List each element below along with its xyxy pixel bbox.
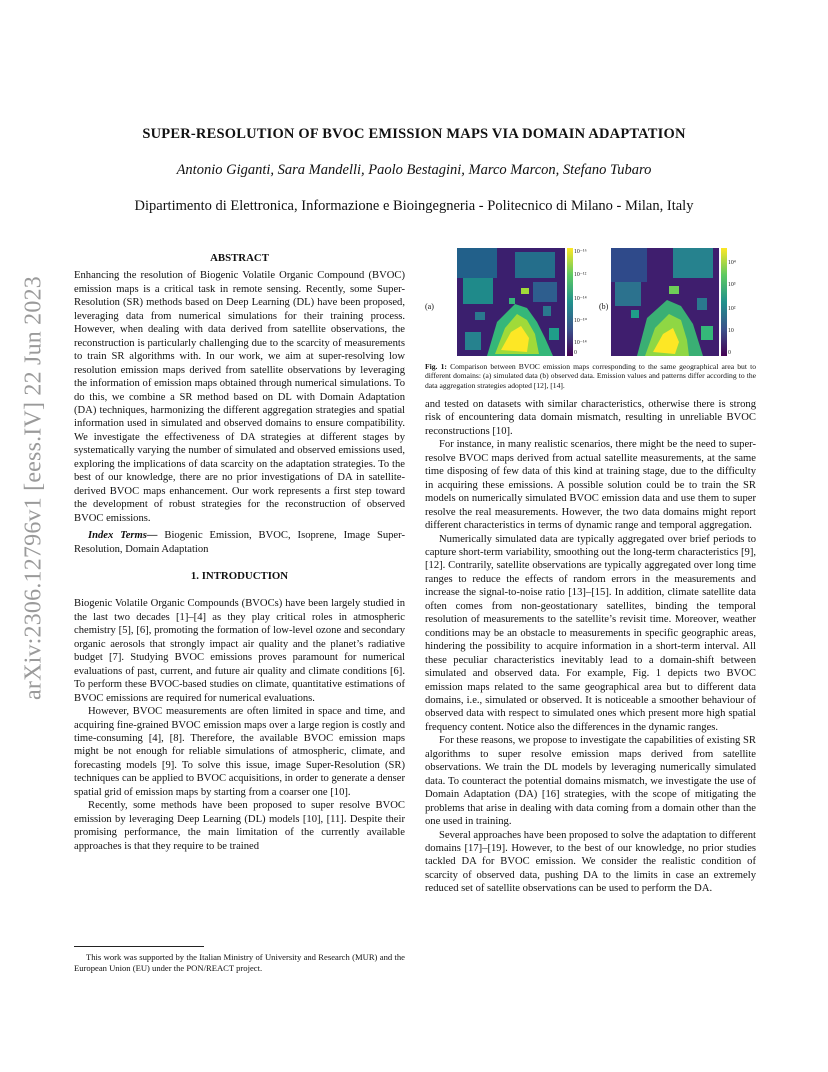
colorbar-b-tick: 0 xyxy=(728,350,731,356)
footnote: This work was supported by the Italian Ministry of University and Research (MUR) and the European Union (EU) under the PON/REACT project. xyxy=(74,952,405,973)
colorbar-a xyxy=(567,248,573,356)
body-paragraph: For these reasons, we propose to investigate the capabilities of existing SR algorithms to super resolve emission maps derived from satellite observations. We train the DL models by leveraging numerically simulated data. To counteract the potential domains mismatch, we investigate the use of Domain Adaptation (DA) [16] strategies, with the scope of mitigating the problems that arise in dealing with data coming from a domain other than the one used in training. xyxy=(425,735,756,828)
figure-1 xyxy=(425,248,756,360)
colorbar-a-tick: 10⁻¹⁴ xyxy=(574,340,587,346)
body-paragraph: Numerically simulated data are typically aggregated over brief periods to capture short-term variability, smoothing out the long-term characteristics [9], [12]. Contrarily, satellite observations are typically aggregated over long time ranges to reduce the effects of random errors in the measurements and increase the signal-to-noise ratio [13]–[15]. In addition, climate satellite data often comes from non-geostationary satellites, binding the temporal resolution of measurements to the satellite’s revisit time. Moreover, weather conditions may be an obstacle to measurements in specific geographic areas, hindering the possibility to acquire information in a short-term interval. All these peculiar characteristics inevitably lead to a domain-shift between simulated and observed data. For example, Fig. 1 depicts two BVOC emission maps related to the same geographical area but to different data domains, i.e., simulated or observed. It is noticeable a smoother behaviour of observed data with respect to simulated ones which present more high spatial frequency content. Notice also the differences in the dynamic ranges. xyxy=(425,533,756,733)
footnote-rule xyxy=(74,946,204,947)
colorbar-b-tick: 10 xyxy=(728,328,734,334)
colorbar-a-tick: 10⁻¹² xyxy=(574,272,587,278)
right-column xyxy=(425,398,756,896)
panel-label-b: (b) xyxy=(599,302,609,311)
left-column xyxy=(74,252,405,853)
body-paragraph: and tested on datasets with similar characteristics, otherwise there is strong risk of encountering data domain mismatch, resulting in unreliable BVOC reconstructions [10]. xyxy=(425,399,756,437)
index-terms xyxy=(74,529,405,556)
panel-label-a: (a) xyxy=(425,302,434,311)
colorbar-a-tick: 10⁻¹⁰ xyxy=(574,318,587,324)
colorbar-a-tick: 10⁻¹⁴ xyxy=(574,296,587,302)
colorbar-a-tick: 10⁻¹⁶ xyxy=(574,249,587,255)
colorbar-b xyxy=(721,248,727,356)
index-terms-text: Biogenic Emission, BVOC, Isoprene, Image Super-Resolution, Domain Adaptation xyxy=(74,530,405,555)
body-paragraph: For instance, in many realistic scenarios, there might be the need to super-resolve BVOC maps derived from actual satellite measurements, at the same time disposing of few data of this kind at training stage, due to the difficulty in acquiring these emissions. A possible solution could be to train the SR models on numerically simulated BVOC emission data and use them to super resolve the real measurements. However, the two data domains might report different characteristics in terms of dynamic range and temporal aggregation. xyxy=(425,439,756,532)
caption-label: Fig. 1: xyxy=(425,362,447,371)
affiliation: Dipartimento di Elettronica, Informazione e Bioingegneria - Politecnico di Milano - Milan, Italy xyxy=(134,198,694,214)
figure-caption xyxy=(425,362,756,390)
index-terms-label: Index Terms— xyxy=(88,530,158,542)
arxiv-stamp: arXiv:2306.12796v1 [eess.IV] 22 Jun 2023 xyxy=(20,276,47,700)
colorbar-b-tick: 10³ xyxy=(728,282,736,288)
intro-paragraph: Recently, some methods have been proposed to super resolve BVOC emission by leveraging Deep Learning (DL) models [10], [11]. Despite their promising performance, the main limitation of the currently available approaches is that they require to be trained xyxy=(74,800,405,852)
colorbar-b-tick: 10² xyxy=(728,306,736,312)
intro-heading: 1. INTRODUCTION xyxy=(190,569,289,582)
observed-map-image xyxy=(611,248,719,356)
body-paragraph: Several approaches have been proposed to solve the adaptation to different domains [17]–[19]. However, to the best of our knowledge, no prior studies tackled DA for BVOC emission. We consider the realistic condition of scarcity of observed data, pushing DA to the limits in case an extremely reduced set of satellite observations can be used to perform the DA. xyxy=(425,829,756,895)
intro-paragraph: Biogenic Volatile Organic Compounds (BVOCs) have been largely studied in the last two decades [1]–[4] as they play critical roles in atmospheric chemistry [5], [6], promoting the formation of low-level ozone and secondary organic aerosols that strongly impact air quality and the planet’s radiative budget [7]. Studying BVOC emissions proves paramount for numerical evaluations of past, current, and future air quality and climate conditions [6]. To perform these BVOC-based studies on climate, quantitative estimations of BVOC emissions are required for numerical evaluations. xyxy=(74,598,405,704)
intro-paragraph: However, BVOC measurements are often limited in space and time, and acquiring fine-grained BVOC emission maps over a large region is costly and time-consuming [4], [8]. Therefore, the available BVOC emission maps might be not enough for reliable simulations of atmospheric, climate, and forecasting models [9]. To solve this issue, image Super-Resolution (SR) techniques can be applied to BVOC acquisitions, in order to generate a denser spatial grid of emission maps by starting from a coarser one [10]. xyxy=(74,706,405,798)
colorbar-b-tick: 10⁴ xyxy=(728,260,736,266)
paper-title: SUPER-RESOLUTION OF BVOC EMISSION MAPS VIA DOMAIN ADAPTATION xyxy=(142,126,686,142)
caption-text: Comparison between BVOC emission maps corresponding to the same geographical area but to different domains: (a) simulated data (b) observed data. Emission values and patterns differ according to the data aggregation strategies adopted [12], [14]. xyxy=(425,362,756,390)
colorbar-a-tick: 0 xyxy=(574,350,577,356)
simulated-map-image xyxy=(457,248,565,356)
abstract-heading: ABSTRACT xyxy=(210,252,269,264)
abstract-text: Enhancing the resolution of Biogenic Volatile Organic Compound (BVOC) emission maps is a critical task in remote sensing. Recently, some Super-Resolution (SR) methods based on Deep Learning (DL) have been proposed, leveraging data from numerical simulations for their training process. However, when dealing with data derived from satellite observations, the reconstruction is particularly challenging due to the scarcity of measurements to train SR algorithms with. In our work, we aim at super-resolving low resolution emission maps derived from satellite observations by leveraging the information of emission maps obtained through numerical simulations. To do this, we combine a SR method based on DL with Domain Adaptation (DA) techniques, harmonizing the different aggregation strategies and spatial information used in simulated and observed domains to ensure compatibility. We investigate the effectiveness of DA strategies at different stages by systematically varying the number of simulated and observed emissions used, exploring the implications of data scarcity on the adaptation strategies. To the best of our knowledge, there are no prior investigations of DA in satellite-derived BVOC maps enhancement. Our work represents a first step toward the development of robust strategies for the reconstruction of observed BVOC emissions. xyxy=(74,270,405,524)
author-list: Antonio Giganti, Sara Mandelli, Paolo Bestagini, Marco Marcon, Stefano Tubaro xyxy=(176,162,652,178)
